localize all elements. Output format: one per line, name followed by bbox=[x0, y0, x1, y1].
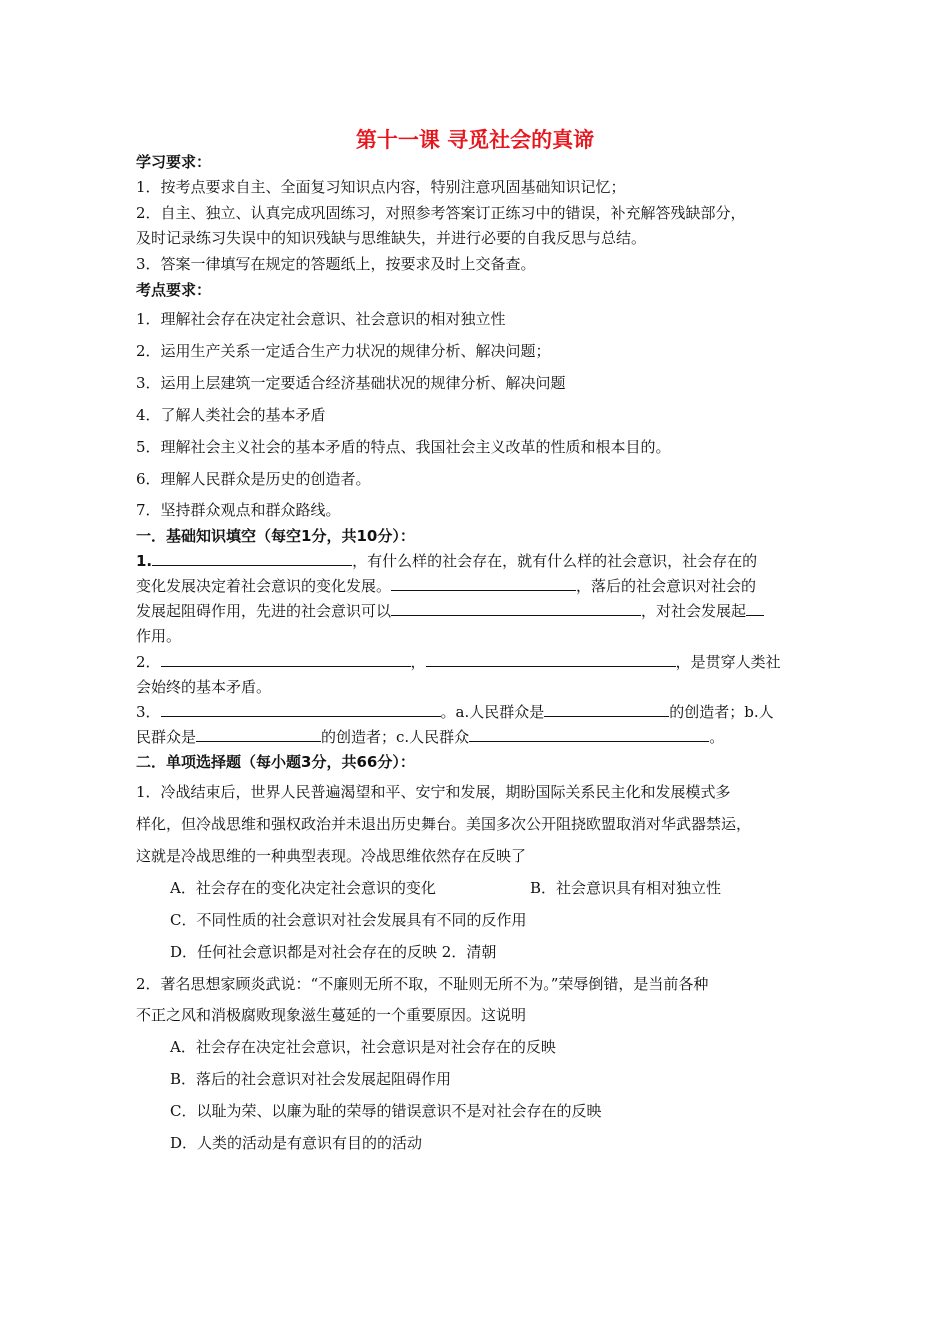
choice-q1-stem-1: 1．冷战结束后，世界人民普遍渴望和平、安宁和发展，期盼国际关系民主化和发展模式多 bbox=[136, 783, 731, 801]
exam-point-3: 3．运用上层建筑一定要适合经济基础状况的规律分析、解决问题 bbox=[136, 374, 566, 392]
fill-q1-line3 bbox=[136, 601, 764, 621]
fill-text: 变化发展决定着社会意识的变化发展。 bbox=[136, 577, 392, 595]
fill-text: ，落后的社会意识对社会的 bbox=[576, 577, 757, 595]
exam-point-2: 2．运用生产关系一定适合生产力状况的规律分析、解决问题； bbox=[136, 342, 551, 360]
exam-point-7: 7．坚持群众观点和群众路线。 bbox=[136, 501, 341, 519]
choice-q1-option-c[interactable]: C．不同性质的社会意识对社会发展具有不同的反作用 bbox=[170, 911, 527, 929]
exam-points-heading: 考点要求： bbox=[136, 281, 212, 299]
fill-q3-number: 3． bbox=[136, 703, 161, 721]
fill-blank[interactable] bbox=[391, 601, 641, 616]
choice-q1-stem-3: 这就是冷战思维的一种典型表现。冷战思维依然存在反映了 bbox=[136, 847, 527, 865]
exam-point-5: 5．理解社会主义社会的基本矛盾的特点、我国社会主义改革的性质和根本目的。 bbox=[136, 438, 671, 456]
fill-q1-line1 bbox=[136, 551, 757, 571]
study-requirement-3: 3．答案一律填写在规定的答题纸上，按要求及时上交备查。 bbox=[136, 255, 536, 273]
choice-q1-option-a[interactable]: A．社会存在的变化决定社会意识的变化 bbox=[170, 879, 436, 897]
choice-q2-stem-1: 2．著名思想家顾炎武说：“不廉则无所不取，不耻则无所不为。”荣辱倒错，是当前各种 bbox=[136, 975, 709, 993]
fill-q1-line4: 作用。 bbox=[136, 627, 182, 645]
fill-blank[interactable] bbox=[391, 576, 576, 591]
fill-text: 。a.人民群众是 bbox=[440, 703, 545, 721]
fill-text: 的创造者；b.人 bbox=[669, 703, 774, 721]
fill-blank[interactable] bbox=[746, 601, 764, 616]
section1-heading: 一．基础知识填空（每空1分，共10分）： bbox=[136, 527, 415, 545]
fill-blank[interactable] bbox=[161, 702, 441, 717]
exam-point-4: 4．了解人类社会的基本矛盾 bbox=[136, 406, 326, 424]
study-requirements-heading: 学习要求： bbox=[136, 153, 212, 171]
fill-blank[interactable] bbox=[152, 551, 352, 566]
fill-text: ， bbox=[410, 653, 426, 671]
study-requirement-2: 2．自主、独立、认真完成巩固练习，对照参考答案订正练习中的错误，补充解答残缺部分， bbox=[136, 204, 746, 222]
fill-blank[interactable] bbox=[469, 727, 709, 742]
exam-point-6: 6．理解人民群众是历史的创造者。 bbox=[136, 470, 371, 488]
fill-blank[interactable] bbox=[426, 652, 676, 667]
fill-text: 民群众是 bbox=[136, 728, 197, 746]
fill-q2-number: 2． bbox=[136, 653, 161, 671]
exam-point-1: 1．理解社会存在决定社会意识、社会意识的相对独立性 bbox=[136, 310, 506, 328]
fill-q1-line2 bbox=[136, 576, 756, 596]
fill-blank[interactable] bbox=[161, 652, 411, 667]
choice-q2-option-d[interactable]: D．人类的活动是有意识有目的的活动 bbox=[170, 1134, 423, 1152]
choice-q1-option-d[interactable]: D．任何社会意识都是对社会存在的反映 2．清朝 bbox=[170, 943, 497, 961]
section2-heading: 二．单项选择题（每小题3分，共66分）： bbox=[136, 753, 415, 771]
fill-q3-line1 bbox=[136, 702, 774, 722]
fill-blank[interactable] bbox=[544, 702, 669, 717]
choice-q1-stem-2: 样化，但冷战思维和强权政治并未退出历史舞台。美国多次公开阻挠欧盟取消对华武器禁运， bbox=[136, 815, 752, 833]
fill-text: ，有什么样的社会存在，就有什么样的社会意识，社会存在的 bbox=[352, 552, 758, 570]
study-requirement-2-cont: 及时记录练习失误中的知识残缺与思维缺失，并进行必要的自我反思与总结。 bbox=[136, 229, 647, 247]
fill-text: 发展起阻碍作用，先进的社会意识可以 bbox=[136, 602, 392, 620]
fill-q1-number: 1. bbox=[136, 552, 153, 570]
fill-text: 的创造者；c.人民群众 bbox=[321, 728, 470, 746]
choice-q2-option-c[interactable]: C．以耻为荣、以廉为耻的荣辱的错误意识不是对社会存在的反映 bbox=[170, 1102, 602, 1120]
choice-q2-option-a[interactable]: A．社会存在决定社会意识，社会意识是对社会存在的反映 bbox=[170, 1038, 556, 1056]
fill-q3-line2 bbox=[136, 727, 724, 747]
choice-q2-option-b[interactable]: B．落后的社会意识对社会发展起阻碍作用 bbox=[170, 1070, 452, 1088]
fill-blank[interactable] bbox=[196, 727, 321, 742]
fill-text: 。 bbox=[709, 728, 725, 746]
choice-q2-stem-2: 不正之风和消极腐败现象滋生蔓延的一个重要原因。这说明 bbox=[136, 1006, 527, 1024]
fill-q2-line2: 会始终的基本矛盾。 bbox=[136, 678, 272, 696]
choice-q1-option-b[interactable]: B．社会意识具有相对独立性 bbox=[530, 879, 722, 897]
fill-q2-line1 bbox=[136, 652, 781, 672]
study-requirement-1: 1．按考点要求自主、全面复习知识点内容，特别注意巩固基础知识记忆； bbox=[136, 178, 626, 196]
fill-text: ，是贯穿人类社 bbox=[675, 653, 781, 671]
page-title: 第十一课 寻觅社会的真谛 bbox=[355, 128, 595, 152]
fill-text: ，对社会发展起 bbox=[641, 602, 747, 620]
